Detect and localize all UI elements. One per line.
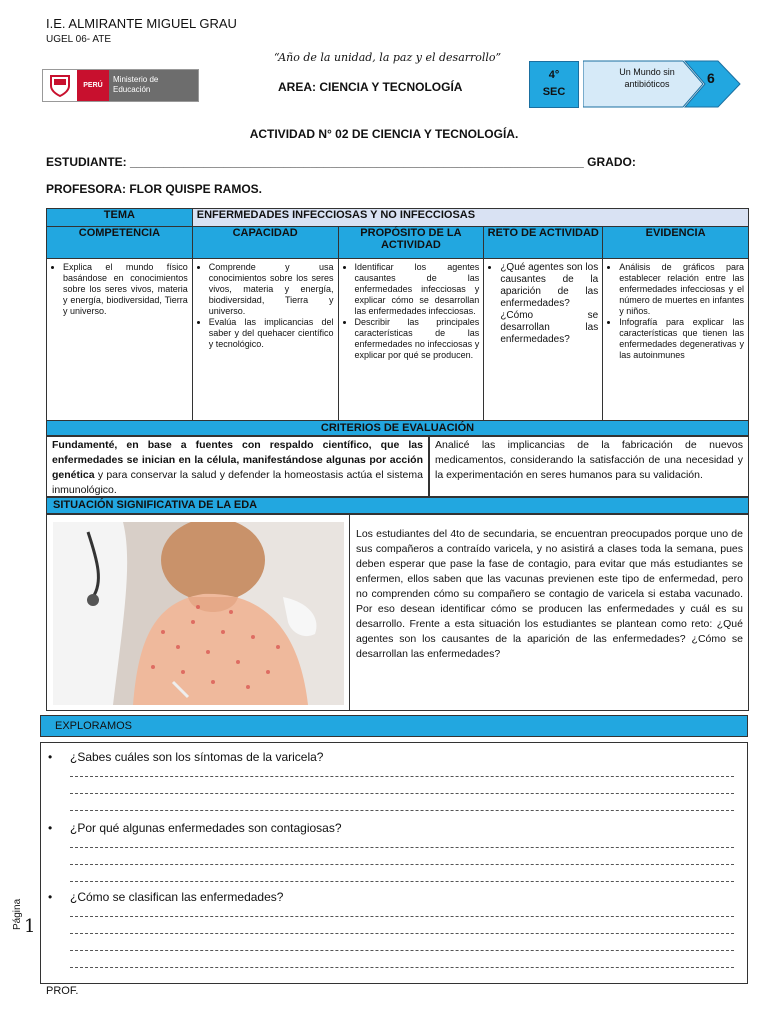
criteria-title: CRITERIOS DE EVALUACIÓN	[46, 420, 749, 436]
col-capacidad: CAPACIDAD	[192, 227, 338, 259]
question-text: ¿Cómo se clasifican las enfermedades?	[70, 890, 284, 904]
answer-line[interactable]	[70, 776, 734, 777]
question-text: ¿Sabes cuáles son los síntomas de la varicela?	[70, 750, 324, 764]
col-proposito: PROPÓSITO DE LA ACTIVIDAD	[338, 227, 484, 259]
answer-line[interactable]	[70, 916, 734, 917]
ministry-logo	[42, 69, 199, 102]
page-number: 1	[24, 916, 36, 937]
unit-number: 6	[707, 70, 715, 86]
year-motto: “Año de la unidad, la paz y el desarrollo”	[274, 51, 502, 64]
list-item: • Identificar los agentes causantes de las enfermedades infecciosas y explicar cómo se desarrollan las enfermedades infecciosas.	[355, 262, 480, 317]
explore-title: EXPLORAMOS	[40, 715, 748, 737]
unit-name: Un Mundo sin antibióticos	[619, 67, 675, 89]
bullet-icon: •	[48, 750, 53, 764]
answer-line[interactable]	[70, 967, 734, 968]
activity-title: ACTIVIDAD N° 02 DE CIENCIA Y TECNOLOGÍA.	[249, 127, 519, 141]
col-evidencia: EVIDENCIA	[603, 227, 749, 259]
answer-line[interactable]	[70, 864, 734, 865]
bullet-icon: •	[48, 890, 53, 904]
answer-line[interactable]	[70, 950, 734, 951]
proposito-cell	[338, 259, 484, 421]
col-competencia: COMPETENCIA	[47, 227, 193, 259]
answer-line[interactable]	[70, 793, 734, 794]
planning-table	[46, 208, 749, 421]
grade-box	[529, 61, 579, 108]
answer-line[interactable]	[70, 810, 734, 811]
teacher-line: PROFESORA: FLOR QUISPE RAMOS.	[46, 182, 263, 196]
situation-text: Los estudiantes del 4to de secundaria, se encuentran preocupados porque uno de sus compañeros a contraído varicela, y no asistirá a clases toda la semana, pues deben esperar que pase la fase de contagio, para evitar que más estudiantes se enfermen, ellos saben que las vacunas previenen este tipo de enfermedad, pero no comprenden cómo su compañero se contagio de varicela si estaba vacunado. Por eso desean identificar cómo se producen las enfermedades y cuál es su desarrollo. Frente a esta situación los estudiantes se plantean como reto: ¿Qué agentes son los causantes de la aparición de las enfermedades? ¿Cómo se desarrollan las enfermedades?	[356, 528, 743, 660]
answer-line[interactable]	[70, 847, 734, 848]
situation-divider	[349, 514, 350, 711]
logo-peru-label: PERÚ	[77, 70, 109, 101]
questions-box	[40, 742, 748, 984]
page-label: Página	[12, 898, 23, 930]
list-item: • Evalúa las implicancias del saber y del quehacer científico y tecnológico.	[209, 317, 334, 350]
list-item: • Análisis de gráficos para establecer relación entre las enfermedades infecciosas y el número de muertes en infantes y niños.	[619, 262, 744, 317]
school-name: I.E. ALMIRANTE MIGUEL GRAU	[46, 16, 237, 31]
col-reto: RETO DE ACTIVIDAD	[484, 227, 603, 259]
reto-cell	[484, 259, 603, 421]
answer-line[interactable]	[70, 881, 734, 882]
list-item: • Explica el mundo físico basándose en conocimientos sobre los seres vivos, materia y energía, biodiversidad, Tierra y universo.	[63, 262, 188, 317]
situation-title: SITUACIÓN SIGNIFICATIVA DE LA EDA	[46, 497, 749, 514]
list-item: • Infografía para explicar las características que tienen las enfermedades degenerativas y las autoinmunes	[619, 317, 744, 361]
competencia-cell	[47, 259, 193, 421]
criteria-left	[46, 436, 429, 497]
capacidad-cell	[192, 259, 338, 421]
prof-label: PROF.	[46, 985, 79, 997]
list-item: • ¿Qué agentes son los causantes de la aparición de las enfermedades? ¿Cómo se desarrollan las enfermedades?	[500, 262, 598, 346]
logo-ministry-label: Ministerio de Educación	[109, 70, 198, 101]
grade-label: 4°	[548, 69, 560, 81]
list-item: • Comprende y usa conocimientos sobre los seres vivos, materia y energía, biodiversidad, Tierra y universo.	[209, 262, 334, 317]
bullet-icon: •	[48, 821, 53, 835]
student-line: ESTUDIANTE: ____________________________________________________________________ GRADO:	[46, 155, 636, 169]
area-title: AREA: CIENCIA Y TECNOLOGÍA	[278, 80, 463, 94]
criteria-left-bold: Fundamenté, en base a fuentes con respaldo científico, que las enfermedades se inician en la célula, manifestándose algunas por acción genética	[52, 439, 423, 481]
criteria-right: Analicé las implicancias de la fabricación de nuevos medicamentos, considerando la satisfacción de una necesidad y la experimentación en seres humanos para su validación.	[429, 436, 749, 497]
list-item: • Describir las principales características de las enfermedades no infecciosas y explicar por qué se producen.	[355, 317, 480, 361]
answer-line[interactable]	[70, 933, 734, 934]
topic-label: TEMA	[47, 209, 193, 227]
criteria-left-tail: y para conservar la salud y defender la homeostasis actúa el sistema inmunológico.	[52, 469, 423, 496]
chickenpox-child-photo	[53, 522, 344, 705]
evidencia-cell	[603, 259, 749, 421]
ugel-label: UGEL 06- ATE	[46, 34, 112, 45]
section-label: SEC	[542, 86, 566, 98]
question-text: ¿Por qué algunas enfermedades son contagiosas?	[70, 821, 342, 835]
peru-shield-icon	[43, 70, 77, 101]
topic-value: ENFERMEDADES INFECCIOSAS Y NO INFECCIOSAS	[192, 209, 748, 227]
